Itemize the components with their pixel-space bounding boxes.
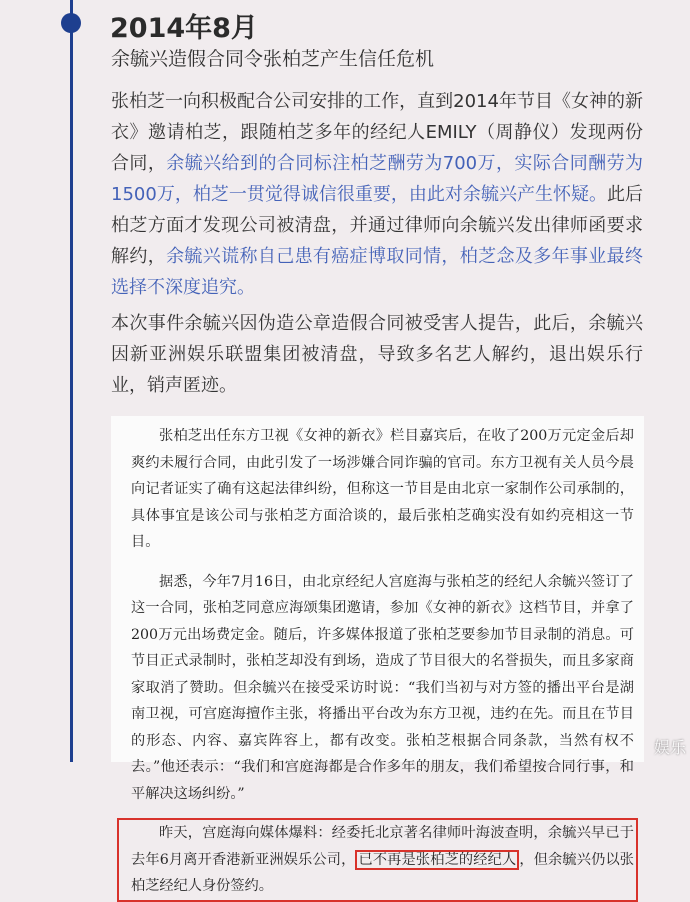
clipping-paragraph-2: 据悉，今年7月16日，由北京经纪人宫庭海与张柏芝的经纪人余毓兴签订了这一合同，张柏芝同意应海颂集团邀请，参加《女神的新衣》这档节目，并拿了200万元出场费定金。随后，许多媒体报道了张柏芝要参加节目录制的消息。可节目正式录制时，张柏芝却没有到场，造成了节目很大的名誉损失，而且多家商家取消了赞助。但余毓兴在接受采访时说：“我们当初与对方签的播出平台是湖南卫视，可宫庭海擅作主张，将播出平台改为东方卫视，违约在先。而且在节目的形态、内容、嘉宾阵容上，都有改变。张柏芝根据合同条款，当然有权不去。”他还表示：“我们和宫庭海都是合作多年的朋友，我们希望按合同行事，和平解决这场纠纷。” bbox=[131, 573, 634, 802]
paragraph1-highlight-excuse: 余毓兴谎称自己患有癌症博取同情，柏芝念及多年事业最终选择不深度追究。 bbox=[111, 246, 644, 298]
clipping-paragraph-3c: ，但余毓兴仍以张柏芝经纪人身份签约。 bbox=[131, 851, 634, 894]
clipping-paragraph-3-highlighted bbox=[117, 818, 638, 902]
paragraph1-part1: 张柏芝一向积极配合公司安排的工作，直到2014年节目《女神的新衣》邀请柏芝，跟随柏芝多年的经纪人EMILY（周静仪）发现两份合同， bbox=[111, 91, 643, 174]
clipping-boxed-phrase: 已不再是张柏芝的经纪人 bbox=[355, 850, 519, 870]
watermark: 娱乐 bbox=[653, 738, 686, 757]
clipping-paragraph-1: 张柏芝出任东方卫视《女神的新衣》栏目嘉宾后，在收了200万元定金后却爽约未履行合同，由此引发了一场涉嫌合同诈骗的官司。东方卫视有关人员今晨向记者证实了确有这起法律纠纷，但称这一节目是由北京一家制作公司承制的，具体事宜是该公司与张柏芝方面洽谈的，最后张柏芝确实没有如约亮相这一节目。 bbox=[131, 428, 634, 550]
clipping-paragraph-3a: 昨天，宫庭海向媒体爆料：经委托北京著名律师叶海波查明，余毓兴早已于去年6月离开香港新亚洲娱乐公司， bbox=[131, 825, 634, 868]
timeline-date: 2014年8月 bbox=[110, 13, 258, 44]
timeline-dot bbox=[61, 13, 81, 33]
paragraph1-highlight-fee: 余毓兴给到的合同标注柏芝酬劳为700万，实际合同酬劳为1500万，柏芝一贯觉得诚信很重要，由此对余毓兴产生怀疑。 bbox=[111, 153, 643, 205]
news-clipping-image bbox=[111, 416, 644, 894]
paragraph-aftermath: 本次事件余毓兴因伪造公章造假合同被受害人提告，此后，余毓兴因新亚洲娱乐联盟集团被清盘，导致多名艺人解约，退出娱乐行业，销声匿迹。 bbox=[111, 313, 643, 396]
paragraph1-part3: 此后柏芝方面才发现公司被清盘，并通过律师向余毓兴发出律师函要求解约， bbox=[111, 184, 644, 267]
paragraph-contract-discovery bbox=[111, 86, 643, 303]
event-subtitle: 余毓兴造假合同令张柏芝产生信任危机 bbox=[111, 48, 435, 70]
timeline-line bbox=[70, 0, 73, 762]
